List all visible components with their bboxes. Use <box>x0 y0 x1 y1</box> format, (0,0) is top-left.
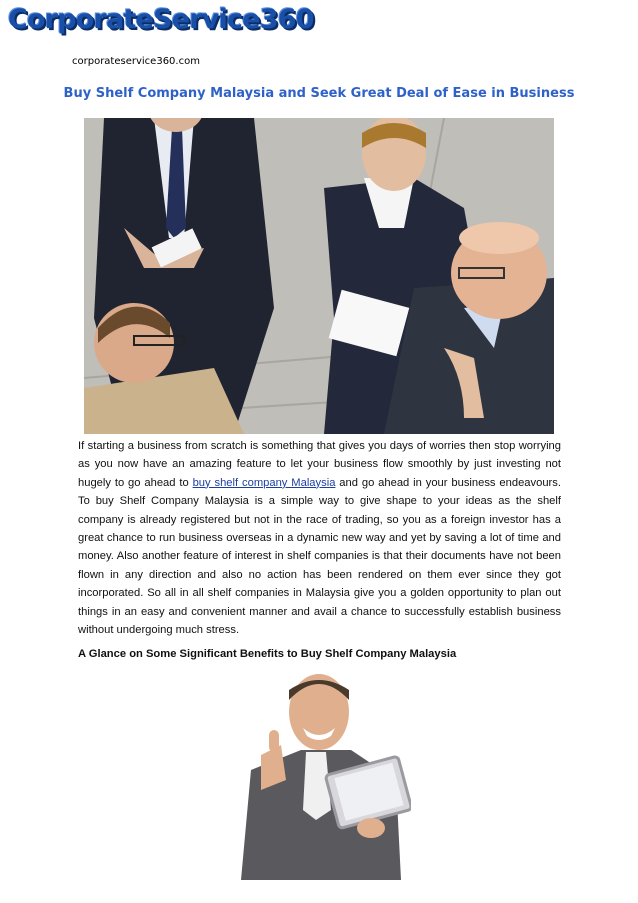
logo-url: corporateservice360.com <box>72 56 200 67</box>
page-title: Buy Shelf Company Malaysia and Seek Great Deal of Ease in Business <box>63 86 575 101</box>
brand-logo <box>8 4 314 76</box>
businessman-thumbs-up-photo <box>231 670 411 880</box>
logo-wordmark: CorporateService360 <box>8 4 314 35</box>
business-meeting-photo <box>84 118 554 434</box>
paragraph-text-end: and go ahead in your business endeavours. To buy Shelf Company Malaysia is a simple way to give shape to your ideas as the shelf company is already registered but not in the race of trading, so you as a foreign investor has a great chance to run business overseas in a dynamic new way and yet by saving a lot of time and money. Also another feature of interest in shelf companies is that their documents have not been flown in any direction and also no action has been rendered on them ever since they got incorporated. So all in all shelf companies in Malaysia give you a golden opportunity to plan out things in an easy and convenient manner and avail a chance to successfully establish business without undergoing much stress. <box>78 476 561 637</box>
section-heading: A Glance on Some Significant Benefits to Buy Shelf Company Malaysia <box>78 648 457 660</box>
intro-paragraph <box>78 437 561 639</box>
paragraph-text-start: If starting a business from scratch is something that gives you days of worries then stop worrying as you now have an amazing feature to let your business flow smoothly by just investing not hugely to go ahead to <box>78 440 561 489</box>
buy-shelf-company-link[interactable]: buy shelf company Malaysia <box>192 476 336 489</box>
